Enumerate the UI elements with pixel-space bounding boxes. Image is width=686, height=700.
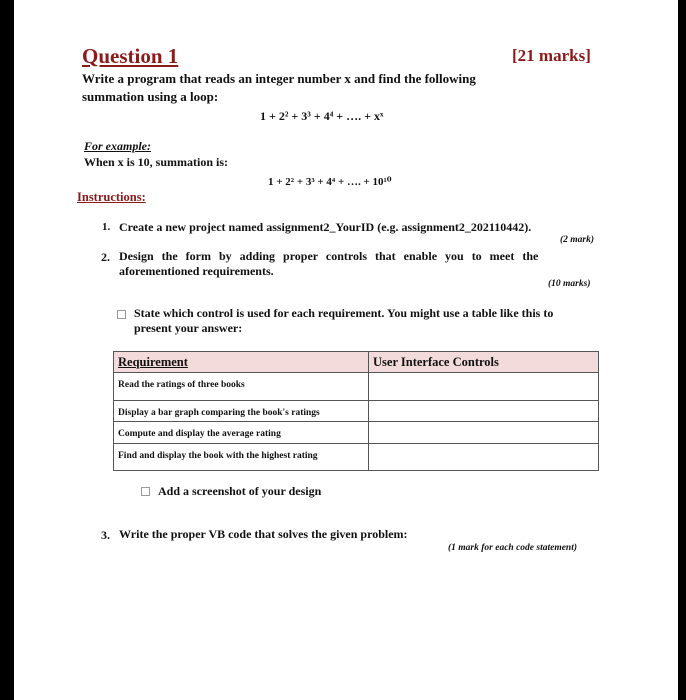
- example-formula: 1 + 2² + 3³ + 4⁴ + …. + 10¹⁰: [268, 176, 392, 188]
- table-cell-requirement: Read the ratings of three books: [114, 373, 369, 401]
- item1-text: Create a new project named assignment2_YourID (e.g. assignment2_202110442).: [119, 220, 532, 234]
- item2-text-line1: Design the form by adding proper controls that enable you to meet the: [119, 249, 539, 263]
- left-black-edge: [0, 0, 14, 700]
- table-header-row: [114, 352, 599, 373]
- screenshot-checkbox-icon: [141, 487, 150, 496]
- example-heading: For example:: [84, 139, 151, 153]
- requirements-table: [113, 351, 599, 471]
- item3-text: Write the proper VB code that solves the given problem:: [119, 527, 408, 541]
- table-cell-control: [369, 401, 599, 422]
- item3-number: 3.: [101, 528, 110, 542]
- question-title: Question 1: [82, 44, 179, 68]
- item3-mark: (1 mark for each code statement): [448, 543, 578, 553]
- instructions-heading: Instructions:: [77, 190, 146, 204]
- table-cell-control: [369, 444, 599, 471]
- bullet1-line1: State which control is used for each requirement. You might use a table like this to: [134, 306, 554, 320]
- table-cell-requirement: Compute and display the average rating: [114, 422, 369, 444]
- question-prompt-line1: Write a program that reads an integer number x and find the following: [82, 71, 476, 86]
- item2-number: 2.: [101, 250, 110, 264]
- bullet-checkbox-icon: [117, 310, 126, 319]
- table-header-controls: User Interface Controls: [369, 352, 599, 373]
- bullet2-text: Add a screenshot of your design: [158, 484, 322, 498]
- table-row: [114, 373, 599, 401]
- table-header-requirement: Requirement: [114, 352, 369, 373]
- question-marks: [21 marks]: [512, 46, 591, 65]
- bullet1-line2: present your answer:: [134, 321, 243, 335]
- example-line: When x is 10, summation is:: [84, 155, 229, 169]
- table-cell-requirement: Find and display the book with the highest rating: [114, 444, 369, 471]
- table-row: [114, 444, 599, 471]
- item1-mark: (2 mark): [560, 235, 595, 245]
- right-black-edge: [678, 0, 686, 700]
- table-cell-control: [369, 373, 599, 401]
- table-row: [114, 401, 599, 422]
- question-formula: 1 + 2² + 3³ + 4⁴ + …. + xˣ: [260, 109, 384, 123]
- table-row: [114, 422, 599, 444]
- item2-mark: (10 marks): [548, 279, 591, 289]
- item2-text-line2: aforementioned requirements.: [119, 264, 274, 278]
- item1-number: 1.: [102, 221, 111, 233]
- question-prompt-line2: summation using a loop:: [82, 89, 219, 104]
- table-cell-requirement: Display a bar graph comparing the book's ratings: [114, 401, 369, 422]
- table-cell-control: [369, 422, 599, 444]
